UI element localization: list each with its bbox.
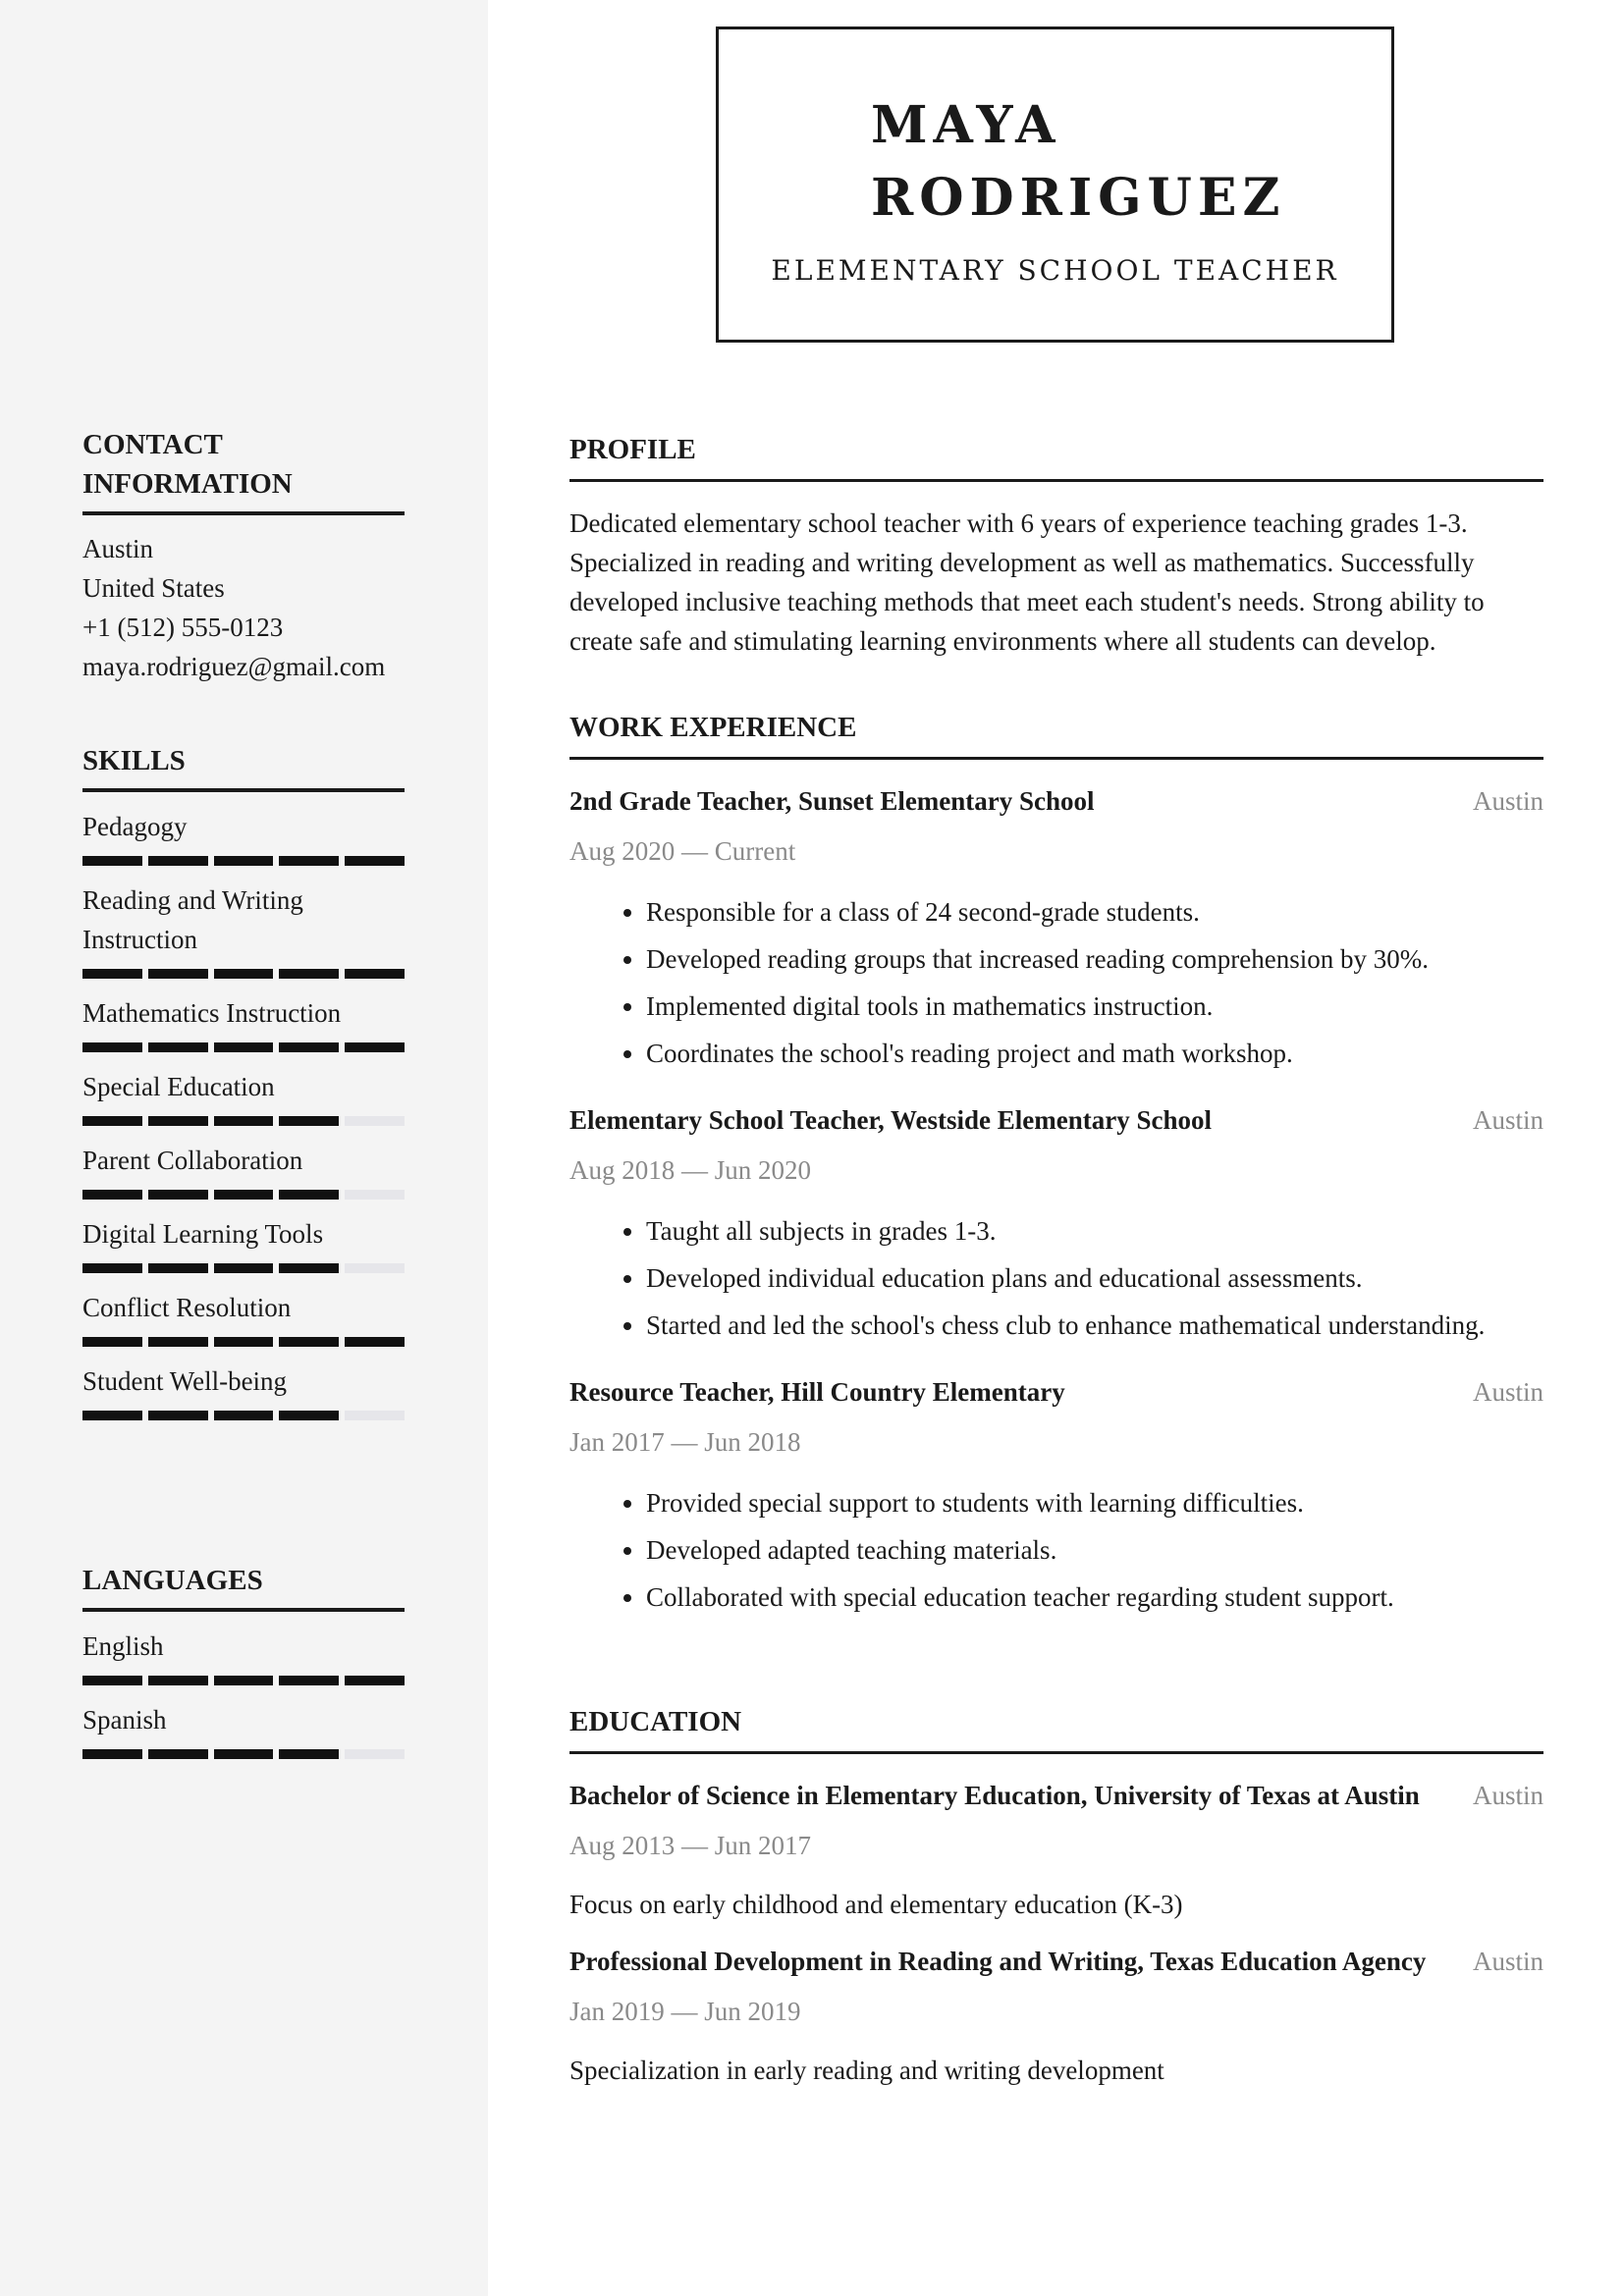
level-segment bbox=[82, 1411, 142, 1420]
level-segment bbox=[279, 1749, 339, 1759]
contact-section bbox=[82, 425, 405, 686]
level-segment bbox=[214, 856, 274, 866]
skill-item bbox=[82, 1700, 405, 1759]
level-segment bbox=[148, 1263, 208, 1273]
bullet-item: • Coordinates the school's reading project and math workshop. bbox=[646, 1030, 1543, 1077]
level-segment bbox=[214, 1411, 274, 1420]
education-entry bbox=[569, 1776, 1543, 1924]
skill-name: Mathematics Instruction bbox=[82, 998, 342, 1028]
contact-email[interactable]: maya.rodriguez@gmail.com bbox=[82, 652, 386, 681]
job-bullets bbox=[569, 1479, 1543, 1621]
job-title-company: Elementary School Teacher, Westside Elementary School bbox=[569, 1105, 1212, 1135]
skill-name: Pedagogy bbox=[82, 812, 188, 841]
skill-name: English bbox=[82, 1631, 164, 1661]
contact-phone: +1 (512) 555-0123 bbox=[82, 613, 284, 642]
level-segment bbox=[345, 969, 405, 979]
jobs-list bbox=[569, 781, 1543, 1621]
level-segment bbox=[345, 1190, 405, 1200]
education-location: Austin bbox=[1472, 1947, 1543, 1976]
job-dates: Aug 2020 — Current bbox=[569, 836, 796, 866]
level-segment bbox=[214, 1116, 274, 1126]
bullet-item: • Started and led the school's chess club to enhance mathematical understanding. bbox=[646, 1302, 1543, 1349]
skill-item bbox=[82, 1067, 405, 1126]
level-segment bbox=[148, 856, 208, 866]
skill-name: Reading and Writing Instruction bbox=[82, 885, 303, 954]
level-segment bbox=[82, 1190, 142, 1200]
education-location: Austin bbox=[1472, 1781, 1543, 1810]
skills-section bbox=[82, 741, 405, 1420]
job-location: Austin bbox=[1472, 1105, 1543, 1135]
level-segment bbox=[279, 1190, 339, 1200]
job-bullets bbox=[569, 888, 1543, 1077]
skill-item bbox=[82, 807, 405, 866]
contact-country: United States bbox=[82, 573, 225, 603]
education-description: Focus on early childhood and elementary education (K-3) bbox=[569, 1890, 1183, 1919]
skill-item bbox=[82, 881, 405, 979]
job-location: Austin bbox=[1472, 1377, 1543, 1407]
level-segment bbox=[82, 1676, 142, 1685]
level-meter bbox=[82, 1749, 405, 1759]
level-meter bbox=[82, 1042, 405, 1052]
bullet-item: • Developed adapted teaching materials. bbox=[646, 1526, 1543, 1574]
level-segment bbox=[279, 1263, 339, 1273]
bullet-item: • Collaborated with special education teacher regarding student support. bbox=[646, 1574, 1543, 1621]
level-segment bbox=[214, 1749, 274, 1759]
level-segment bbox=[82, 1749, 142, 1759]
skill-name: Conflict Resolution bbox=[82, 1293, 292, 1322]
job-title: ELEMENTARY SCHOOL TEACHER bbox=[771, 254, 1339, 287]
skill-item bbox=[82, 1627, 405, 1685]
bullet-item: • Implemented digital tools in mathematics instruction. bbox=[646, 983, 1543, 1030]
level-meter bbox=[82, 1337, 405, 1347]
job-location: Austin bbox=[1472, 786, 1543, 816]
skill-item bbox=[82, 993, 405, 1052]
level-segment bbox=[82, 1042, 142, 1052]
skill-name: Special Education bbox=[82, 1072, 275, 1101]
education-heading: EDUCATION bbox=[569, 1702, 1543, 1754]
languages-list bbox=[82, 1627, 405, 1759]
level-segment bbox=[82, 969, 142, 979]
job-title-company: Resource Teacher, Hill Country Elementary bbox=[569, 1377, 1065, 1407]
level-segment bbox=[279, 1676, 339, 1685]
profile-section bbox=[569, 430, 1543, 661]
level-segment bbox=[148, 1337, 208, 1347]
level-segment bbox=[82, 1337, 142, 1347]
level-segment bbox=[279, 969, 339, 979]
education-list bbox=[569, 1776, 1543, 2090]
bullet-item: • Developed individual education plans and educational assessments. bbox=[646, 1255, 1543, 1302]
bullet-item: • Responsible for a class of 24 second-grade students. bbox=[646, 888, 1543, 935]
profile-text: Dedicated elementary school teacher with 6 years of experience teaching grades 1-3. Specialized in reading and writing development as well as mathematics. Successfully developed inclusive teaching methods that meet each student's needs. Strong ability to create safe and stimulating learning environments where all students can develop. bbox=[569, 508, 1485, 656]
level-segment bbox=[345, 1749, 405, 1759]
level-segment bbox=[345, 1042, 405, 1052]
work-section bbox=[569, 708, 1543, 1621]
level-segment bbox=[148, 969, 208, 979]
level-segment bbox=[148, 1676, 208, 1685]
level-segment bbox=[279, 1116, 339, 1126]
level-segment bbox=[148, 1190, 208, 1200]
level-segment bbox=[345, 1337, 405, 1347]
contact-city: Austin bbox=[82, 534, 154, 563]
languages-heading: LANGUAGES bbox=[82, 1561, 405, 1612]
bullet-item: • Provided special support to students with learning difficulties. bbox=[646, 1479, 1543, 1526]
level-segment bbox=[82, 1116, 142, 1126]
name-header bbox=[716, 27, 1394, 343]
profile-heading: PROFILE bbox=[569, 430, 1543, 482]
level-meter bbox=[82, 1190, 405, 1200]
level-segment bbox=[279, 1042, 339, 1052]
skills-list bbox=[82, 807, 405, 1420]
first-name: MAYA bbox=[871, 95, 1061, 155]
skill-item bbox=[82, 1362, 405, 1420]
skills-heading: SKILLS bbox=[82, 741, 405, 792]
level-meter bbox=[82, 1676, 405, 1685]
skill-name: Student Well-being bbox=[82, 1366, 288, 1396]
level-segment bbox=[279, 1411, 339, 1420]
education-dates: Aug 2013 — Jun 2017 bbox=[569, 1831, 812, 1860]
level-meter bbox=[82, 969, 405, 979]
job-dates: Jan 2017 — Jun 2018 bbox=[569, 1427, 801, 1457]
degree-title: Professional Development in Reading and Writing, Texas Education Agency bbox=[569, 1947, 1427, 1976]
level-segment bbox=[214, 969, 274, 979]
level-segment bbox=[345, 1676, 405, 1685]
level-segment bbox=[82, 856, 142, 866]
education-dates: Jan 2019 — Jun 2019 bbox=[569, 1997, 801, 2026]
education-entry bbox=[569, 1942, 1543, 2090]
level-segment bbox=[345, 1411, 405, 1420]
degree-title: Bachelor of Science in Elementary Education, University of Texas at Austin bbox=[569, 1781, 1420, 1810]
skill-item bbox=[82, 1141, 405, 1200]
languages-section bbox=[82, 1561, 405, 1759]
level-segment bbox=[148, 1116, 208, 1126]
job-entry bbox=[569, 781, 1543, 1077]
job-entry bbox=[569, 1100, 1543, 1349]
level-meter bbox=[82, 1263, 405, 1273]
level-segment bbox=[345, 1263, 405, 1273]
level-segment bbox=[148, 1749, 208, 1759]
bullet-item: • Developed reading groups that increased reading comprehension by 30%. bbox=[646, 935, 1543, 983]
level-segment bbox=[214, 1190, 274, 1200]
job-entry bbox=[569, 1372, 1543, 1621]
contact-heading: CONTACT INFORMATION bbox=[82, 425, 405, 515]
level-segment bbox=[214, 1042, 274, 1052]
job-title-company: 2nd Grade Teacher, Sunset Elementary School bbox=[569, 786, 1095, 816]
bullet-item: • Taught all subjects in grades 1-3. bbox=[646, 1207, 1543, 1255]
skill-name: Parent Collaboration bbox=[82, 1146, 303, 1175]
skill-item bbox=[82, 1288, 405, 1347]
level-segment bbox=[345, 1116, 405, 1126]
level-segment bbox=[279, 856, 339, 866]
level-meter bbox=[82, 1116, 405, 1126]
skill-name: Spanish bbox=[82, 1705, 167, 1735]
level-segment bbox=[82, 1263, 142, 1273]
skill-item bbox=[82, 1214, 405, 1273]
level-segment bbox=[279, 1337, 339, 1347]
skill-name: Digital Learning Tools bbox=[82, 1219, 324, 1249]
level-meter bbox=[82, 1411, 405, 1420]
work-heading: WORK EXPERIENCE bbox=[569, 708, 1543, 760]
last-name: RODRIGUEZ bbox=[871, 168, 1286, 228]
education-description: Specialization in early reading and writing development bbox=[569, 2056, 1164, 2085]
level-segment bbox=[214, 1676, 274, 1685]
level-segment bbox=[214, 1263, 274, 1273]
level-segment bbox=[345, 856, 405, 866]
level-segment bbox=[214, 1337, 274, 1347]
level-segment bbox=[148, 1042, 208, 1052]
level-meter bbox=[82, 856, 405, 866]
job-dates: Aug 2018 — Jun 2020 bbox=[569, 1155, 812, 1185]
education-section bbox=[569, 1702, 1543, 2090]
level-segment bbox=[148, 1411, 208, 1420]
job-bullets bbox=[569, 1207, 1543, 1349]
